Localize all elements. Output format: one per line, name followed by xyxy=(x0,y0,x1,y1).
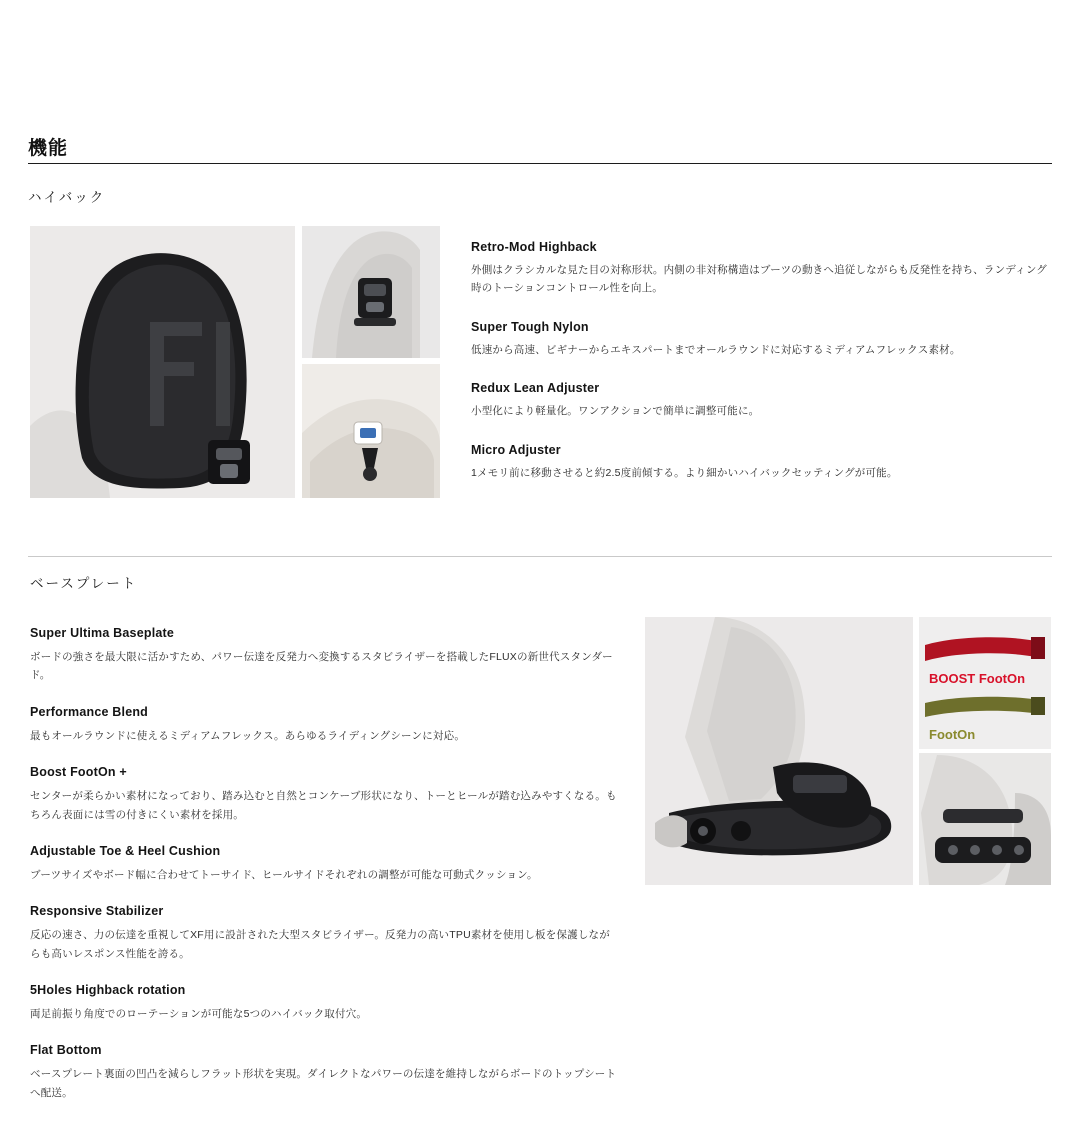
svg-text:FootOn: FootOn xyxy=(929,727,976,742)
feature-title: Super Ultima Baseplate xyxy=(30,626,175,640)
highback-main-illustration xyxy=(30,226,295,498)
feature-body: 外側はクラシカルな見た目の対称形状。内側の非対称構造はブーツの動きへ追従しながらも反発性を持ち、ランディング時のトーションコントロール性を向上。 xyxy=(471,264,1048,295)
baseplate-feature-list xyxy=(30,626,618,1122)
feature-body: 1メモリ前に移動させると約2.5度前傾する。より細かいハイバックセッティングが可能。 xyxy=(471,466,898,479)
feature-body: 小型化により軽量化。ワンアクションで簡単に調整可能に。 xyxy=(471,405,760,418)
highback-feature-list xyxy=(471,240,1049,482)
highback-lean-adjuster-photo xyxy=(302,226,440,358)
feature-title: Super Tough Nylon xyxy=(471,319,589,334)
section-divider xyxy=(28,556,1052,557)
highback-main-photo xyxy=(30,226,295,498)
lean-adjuster-illustration xyxy=(302,226,440,358)
feature-title: Flat Bottom xyxy=(30,1043,102,1058)
svg-text:BOOST FootOn: BOOST FootOn xyxy=(929,671,1026,686)
title-divider xyxy=(28,163,1052,164)
feature-title: Retro-Mod Highback xyxy=(471,240,597,254)
feature-body: ボードの強さを最大限に活かすため、パワー伝達を反発力へ変換するスタビライザーを搭載したFLUXの新世代スタンダード。 xyxy=(30,651,613,682)
feature-title: 5Holes Highback rotation xyxy=(30,983,186,997)
feature-title: Performance Blend xyxy=(30,704,149,719)
feature-body: 低速から高速、ビギナーからエキスパートまでオールラウンドに対応するミディアムフレックス素材。 xyxy=(471,343,961,356)
feature-body: センターが柔らかい素材になっており、踏み込むと自然とコンケーブ形状になり、トーとヒールが踏む込みやすくなる。もちろん表面には雪の付きにくい素材を採用。 xyxy=(30,790,617,821)
boost-footon-cutaway-photo xyxy=(919,617,1051,749)
feature-title: Boost FootOn + xyxy=(30,765,127,780)
feature-title: Adjustable Toe & Heel Cushion xyxy=(30,843,221,858)
page-title: 機能 xyxy=(28,138,69,159)
footon-cutaway-illustration xyxy=(919,617,1051,749)
feature-body: 最もオールラウンドに使えるミディアムフレックス。あらゆるライディングシーンに対応。 xyxy=(30,729,466,742)
feature-body: 両足前振り角度でのローテーションが可能な5つのハイバック取付穴。 xyxy=(30,1008,368,1020)
baseplate-holes-illustration xyxy=(919,753,1051,885)
feature-body: 反応の速さ、力の伝達を重視してXF用に設計された大型スタビライザー。反発力の高いTPU素材を使用し板を保護しながらも高いレスポンス性能を誇る。 xyxy=(30,929,610,960)
highback-section-heading: ハイバック xyxy=(28,190,106,205)
baseplate-main-photo xyxy=(645,617,913,885)
feature-title: Redux Lean Adjuster xyxy=(471,381,600,396)
highback-micro-adjuster-photo xyxy=(302,364,440,498)
baseplate-holes-photo xyxy=(919,753,1051,885)
baseplate-main-illustration xyxy=(645,617,913,885)
baseplate-section-heading: ベースプレート xyxy=(30,576,138,591)
micro-adjuster-illustration xyxy=(302,364,440,498)
feature-title: Responsive Stabilizer xyxy=(30,904,164,919)
feature-title: Micro Adjuster xyxy=(471,442,561,457)
feature-body: ベースプレート裏面の凹凸を減らしフラット形状を実現。ダイレクトなパワーの伝達を維持しながらボードのトップシートへ配送。 xyxy=(30,1068,617,1099)
feature-body: ブーツサイズやボード幅に合わせてトーサイド、ヒールサイドそれぞれの調整が可能な可動式クッション。 xyxy=(30,868,538,881)
